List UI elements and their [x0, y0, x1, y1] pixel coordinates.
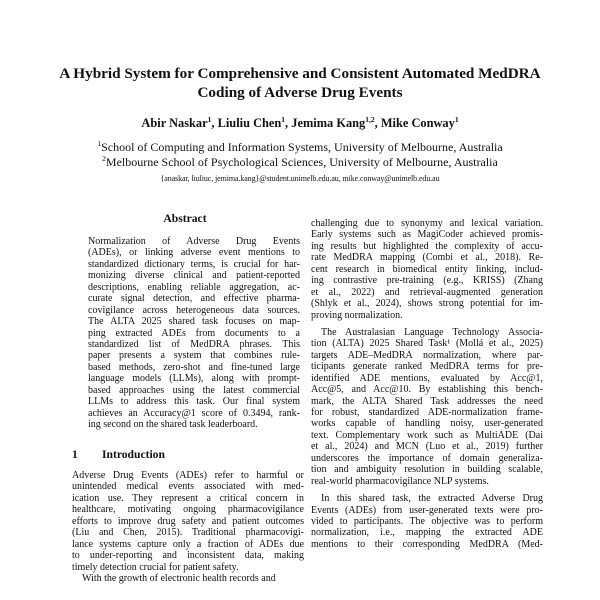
- abstract-line: ing second on the shared task leaderboard.: [88, 419, 258, 430]
- intro-line: (Liu and Chen, 2015). Traditional pharmacovigi-: [72, 527, 304, 539]
- body-line: works capable of handling noisy, user-generated: [311, 418, 543, 430]
- abstract-line: achieves an Accuracy@1 score of 0.3494, rank-: [88, 407, 300, 419]
- abstract-line: monizing diverse clinical and patient-reported: [88, 270, 300, 282]
- abstract-heading: Abstract: [163, 212, 207, 225]
- abstract-line: ping extracted ADEs from documents to a: [88, 327, 300, 339]
- body-line: The Australasian Language Technology Associa-: [321, 326, 543, 338]
- intro-line: With the growth of electronic health records and: [82, 572, 276, 584]
- body-line: et al., 2022) and retrieval-augmented generation: [311, 286, 543, 298]
- body-line: vided to participants. The objective was to perform: [311, 515, 543, 527]
- intro-line: lance systems capture only a fraction of ADEs due: [72, 538, 304, 550]
- author-emails: {anaskar, liuliuc, jemima.kang}@student.unimelb.edu.au, mike.conway@unimelb.edu.au: [160, 174, 440, 183]
- abstract-line: LLMs to address this task. Our final system: [88, 396, 300, 408]
- body-line: proving normalization.: [311, 309, 403, 321]
- body-line: tion and ambiguity resolution in building scalable,: [311, 464, 543, 476]
- abstract-line: based approaches using the latest commercial: [88, 384, 300, 396]
- intro-line: efforts to improve drug safety and patient outcomes: [72, 515, 304, 527]
- affiliation-text: Melbourne School of Psychological Sciences, University of Melbourne, Australia: [105, 155, 498, 169]
- author-affil-mark: 1: [207, 115, 212, 124]
- abstract-line: The ALTA 2025 shared task focuses on map-: [88, 316, 300, 328]
- abstract-line: curate signal detection, and effective pharma-: [88, 293, 300, 305]
- body-line: text. Complementary work such as MultiADE (Dai: [311, 429, 543, 441]
- intro-line: Adverse Drug Events (ADEs) refer to harmful or: [72, 470, 304, 481]
- body-line: identified ADE mentions, evaluated by Acc@1,: [311, 372, 543, 384]
- affiliation-mark: 2: [102, 154, 106, 163]
- body-line: mentions to their corresponding MedDRA (Med-: [311, 538, 543, 550]
- section-title: Introduction: [102, 448, 165, 461]
- author-name: Mike Conway: [380, 116, 455, 130]
- author-affil-mark: 1: [454, 115, 459, 124]
- paper-title: [40, 64, 560, 102]
- affiliation-text: School of Computing and Information Systems, University of Melbourne, Australia: [101, 140, 503, 154]
- abstract-line: Normalization of Adverse Drug Events: [88, 236, 300, 247]
- abstract-line: descriptions, enabling reliable aggregation, ac-: [88, 281, 300, 293]
- affiliation-mark: 1: [97, 139, 102, 148]
- abstract-body: [88, 236, 300, 430]
- author-affil-mark: 1,2: [365, 115, 375, 124]
- affiliation: [40, 140, 560, 155]
- section-number: 1: [72, 448, 78, 461]
- body-line: underscores the importance of domain generaliza-: [311, 452, 543, 464]
- title-line: A Hybrid System for Comprehensive and Consistent Automated MedDRA: [59, 65, 541, 82]
- author-name: Abir Naskar: [141, 116, 208, 130]
- section-heading: [72, 448, 165, 461]
- body-line: (Shlyk et al., 2024), shows strong potential for im-: [311, 298, 543, 310]
- author-list: Abir Naskar$^1$, Liuliu Chen$^1$, Jemima Kang$^{1,2}$, Mike Conway$^1$: [141, 115, 459, 130]
- title-line: Coding of Adverse Drug Events: [197, 84, 403, 101]
- body-line: ing results but highlighted the complexity of accu-: [311, 240, 543, 252]
- abstract-line: (ADEs), or linking adverse event mentions to: [88, 247, 300, 259]
- intro-line: to under-reporting and inconsistent data, making: [72, 550, 304, 562]
- body-line: normalization, i.e., mapping the extracted ADE: [311, 527, 543, 539]
- introduction-body: [72, 470, 304, 584]
- author-name: Jemima Kang: [291, 116, 366, 130]
- author-name: Liuliu Chen: [217, 116, 282, 130]
- abstract-line: paper presents a system that combines rule-: [88, 350, 300, 362]
- author-affil-mark: 1: [281, 115, 286, 124]
- body-line: ing contrastive pre-training (e.g., KRISS) (Zhang: [311, 275, 543, 287]
- body-line: cent research in biomedical entity linking, includ-: [311, 263, 543, 275]
- abstract-line: standardized dictionary terms, is crucial for har-: [88, 258, 300, 270]
- affiliation: [40, 155, 560, 170]
- intro-line: healthcare, motivating ongoing pharmacovigilance: [72, 504, 304, 516]
- body-line: rate MedDRA mapping (Combi et al., 2018). Re-: [311, 252, 543, 264]
- body-line: for robust, standardized ADE-normalization frame-: [311, 407, 543, 418]
- body-line: tion (ALTA) 2025 Shared Task¹ (Mollá et al., 2025): [311, 338, 543, 350]
- abstract-line: based methods, zero-shot and fine-tuned large: [88, 361, 300, 373]
- body-line: ticipants generate ranked MedDRA terms for pre-: [311, 361, 543, 373]
- body-line: targets ADE–MedDRA normalization, where par-: [311, 349, 543, 361]
- right-column: [311, 218, 543, 550]
- intro-line: unintended medical events associated with med-: [72, 481, 304, 493]
- body-line: Early systems such as MagiCoder achieved promis-: [311, 229, 543, 241]
- body-line: Events (ADEs) from user-generated texts were pro-: [311, 504, 543, 516]
- abstract-line: covigilance across heterogeneous data sources.: [88, 304, 300, 316]
- intro-line: ication use. They represent a critical concern in: [72, 492, 304, 504]
- body-line: real-world pharmacovigilance NLP systems.: [311, 475, 489, 487]
- body-line: challenging due to synonymy and lexical variation.: [311, 218, 543, 229]
- abstract-line: language models (LLMs), along with prompt-: [88, 373, 300, 385]
- body-line: In this shared task, the extracted Adverse Drug: [321, 493, 543, 505]
- abstract-line: standardized list of MedDRA phrases. This: [88, 338, 300, 350]
- body-line: et al., 2024) and MCN (Luo et al., 2019) further: [311, 441, 543, 453]
- body-line: Acc@5, and Acc@10. By establishing this bench-: [311, 384, 543, 396]
- intro-line: timely detection crucial for patient safety.: [72, 561, 239, 573]
- body-line: mark, the ALTA Shared Task addresses the need: [311, 395, 543, 407]
